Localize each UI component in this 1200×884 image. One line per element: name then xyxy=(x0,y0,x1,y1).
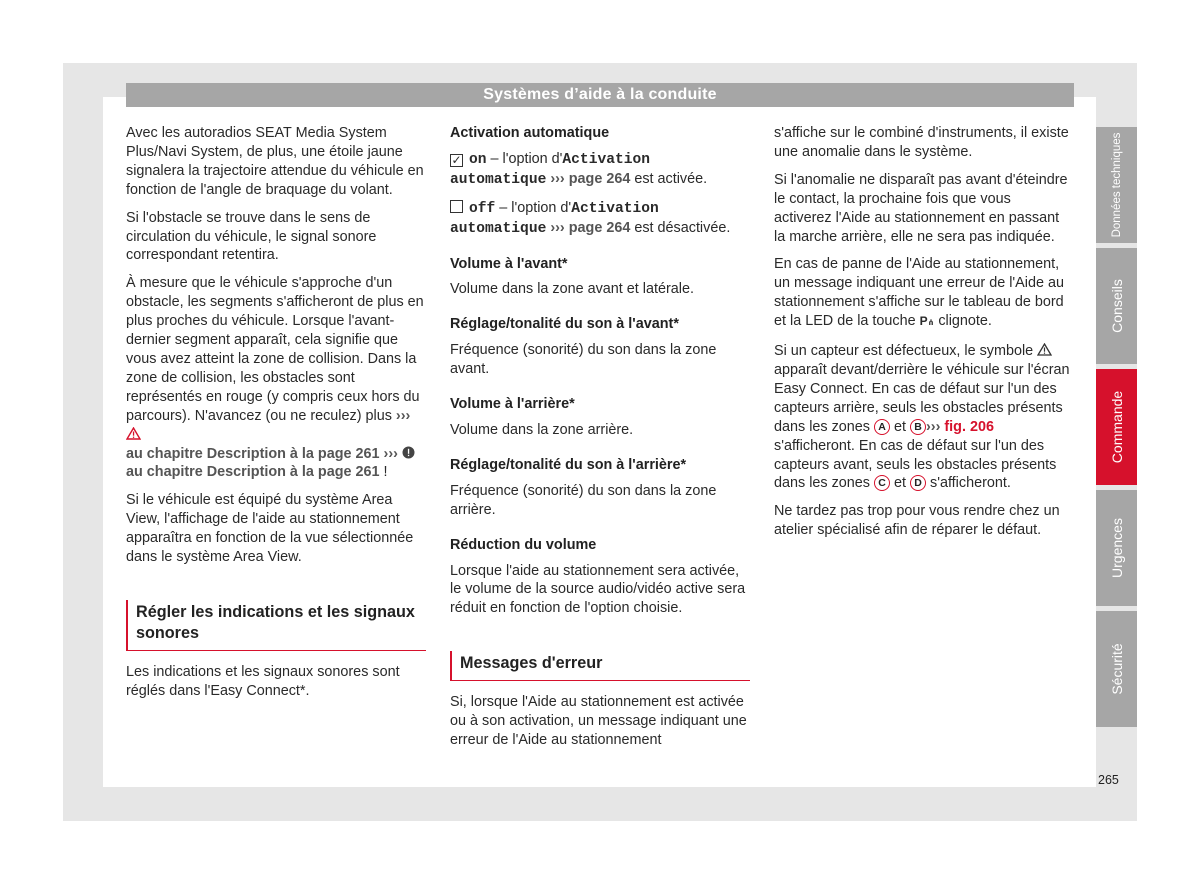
cross-reference-link[interactable]: au chapitre Description à la page 261 xyxy=(126,464,380,481)
column-left xyxy=(126,124,426,710)
arrows: ››› xyxy=(550,170,565,187)
page-reference-link[interactable]: page 264 xyxy=(568,170,631,187)
tab-label: Commande xyxy=(1108,390,1125,464)
option-name: Activation automatique xyxy=(450,200,659,237)
arrows: ››› xyxy=(383,445,398,462)
paragraph-text: s'afficheront. En cas de défaut sur l'un des capteurs avant, seuls les obstacles présents dans les zones xyxy=(774,437,1057,492)
paragraph-text: En cas de panne de l'Aide au stationnement, un message indiquant une erreur de l'Aide au stationnement s'affiche sur le tableau de bord et la LED de la touche xyxy=(774,256,1064,330)
notice-icon xyxy=(402,446,415,459)
paragraph: Lorsque l'aide au stationnement sera activée, le volume de la source audio/vidéo active sera réduit en fonction de l'option choisie. xyxy=(450,562,746,617)
tab-label: Sécurité xyxy=(1108,643,1125,695)
option-text: – l'option d' xyxy=(495,199,572,216)
subheading: Activation automatique xyxy=(450,125,610,141)
subheading: Réglage/tonalité du son à l'avant* xyxy=(450,316,679,333)
column-middle xyxy=(450,124,750,759)
paragraph: Si l'obstacle se trouve dans le sens de circulation du véhicule, le signal sonore correspondant retentira. xyxy=(126,209,377,264)
option-name: Activation automatique xyxy=(450,151,650,188)
paragraph-text: s'afficheront. xyxy=(926,475,1011,492)
checkbox-checked-icon: ✓ xyxy=(451,152,462,167)
punctuation: ! xyxy=(379,464,388,481)
subheading: Réduction du volume xyxy=(450,536,597,553)
paragraph: Si le véhicule est équipé du système Area View, l'affichage de l'aide au stationnement apparaîtra en fonction de la vue sélectionnée dans le système Area View. xyxy=(126,492,414,566)
option-text: est désactivée. xyxy=(630,219,731,236)
paragraph-text: et xyxy=(890,418,910,435)
paragraph: Si l'anomalie ne disparaît pas avant d'éteindre le contact, la prochaine fois que vous activerez l'Aide au stationnement en passant la marche arrière, elle ne sera pas indiquée. xyxy=(774,171,1068,245)
paragraph-warning xyxy=(126,274,426,482)
section-heading xyxy=(450,651,750,681)
tab-securite[interactable] xyxy=(1096,611,1137,727)
tab-urgences[interactable] xyxy=(1096,490,1137,606)
option-off xyxy=(450,199,750,239)
park-assist-key-icon: P⋔ xyxy=(919,314,935,329)
tab-label: Données techniques xyxy=(1110,132,1123,238)
subheading: Volume à l'arrière* xyxy=(450,396,575,413)
paragraph: Fréquence (sonorité) du son dans la zone arrière. xyxy=(450,482,717,518)
paragraph: Ne tardez pas trop pour vous rendre chez un atelier spécialisé afin de réparer le défaut. xyxy=(774,503,1060,539)
tab-label: Conseils xyxy=(1108,279,1125,333)
zone-a-label: A xyxy=(874,419,890,435)
zone-c-label: C xyxy=(874,475,890,491)
tab-label: Urgences xyxy=(1108,518,1125,578)
paragraph: Si, lorsque l'Aide au stationnement est activée ou à son activation, un message indiquant une erreur de l'Aide au stationnement xyxy=(450,694,747,749)
paragraph-text: clignote. xyxy=(934,313,992,330)
on-keyword: on xyxy=(469,151,487,168)
option-text: – l'option d' xyxy=(486,150,563,167)
page-number: 265 xyxy=(1098,773,1119,787)
warning-icon xyxy=(126,427,141,440)
section-title: Régler les indications et les signaux sonores xyxy=(136,602,415,642)
off-keyword: off xyxy=(469,200,496,217)
zone-d-label: D xyxy=(910,475,926,491)
paragraph: s'affiche sur le combiné d'instruments, il existe une anomalie dans le système. xyxy=(774,125,1069,160)
page-header: Systèmes d’aide à la conduite xyxy=(126,83,1074,107)
tab-donnees-techniques[interactable] xyxy=(1096,127,1137,243)
paragraph: Volume dans la zone avant et latérale. xyxy=(450,281,695,298)
tab-commande[interactable] xyxy=(1096,369,1137,485)
arrows: ››› xyxy=(395,407,411,424)
warning-icon xyxy=(1037,343,1052,356)
checkbox-empty-icon xyxy=(450,200,463,213)
section-title: Messages d'erreur xyxy=(460,654,603,673)
paragraph-text: apparaît devant/derrière le véhicule sur l'écran Easy Connect. En cas de défaut sur l'un des capteurs arrière, seuls les obstacles présents dans les zones xyxy=(774,361,1070,435)
paragraph-text: Si un capteur est défectueux, le symbole xyxy=(774,343,1034,360)
paragraph: Volume dans la zone arrière. xyxy=(450,421,634,438)
zone-b-label: B xyxy=(910,419,926,435)
paragraph xyxy=(774,342,1072,493)
subheading: Volume à l'avant* xyxy=(450,255,568,272)
column-right xyxy=(774,124,1072,549)
option-on xyxy=(450,150,750,190)
arrows: ››› xyxy=(550,219,565,236)
subheading: Réglage/tonalité du son à l'arrière* xyxy=(450,456,687,473)
cross-reference-link[interactable]: au chapitre Description à la page 261 xyxy=(126,445,380,462)
paragraph: Avec les autoradios SEAT Media System Plus/Navi System, de plus, une étoile jaune signalera la trajectoire attendue du véhicule en fonction de l'angle de braquage du volant. xyxy=(126,125,424,198)
arrows: ››› xyxy=(926,418,941,435)
page-reference-link[interactable]: page 264 xyxy=(568,219,631,236)
paragraph-text: et xyxy=(890,475,910,492)
paragraph-text: À mesure que le véhicule s'approche d'un obstacle, les segments s'afficheront de plus en plus proches du véhicule. Lorsque l'avant-dernier segment apparaît, cela signifie que vous avez atteint la zone de collision. Dans la zone de collision, les obstacles sont représentés en rouge (y compris ceux hors du parcours). N'avancez (ou ne reculez) plus xyxy=(126,275,424,424)
figure-reference-link[interactable]: fig. 206 xyxy=(944,418,994,435)
paragraph: Fréquence (sonorité) du son dans la zone avant. xyxy=(450,342,717,378)
option-text: est activée. xyxy=(630,170,708,187)
paragraph xyxy=(774,255,1072,333)
tab-conseils[interactable] xyxy=(1096,248,1137,364)
section-heading xyxy=(126,600,426,651)
paragraph: Les indications et les signaux sonores sont réglés dans l'Easy Connect*. xyxy=(126,663,400,699)
